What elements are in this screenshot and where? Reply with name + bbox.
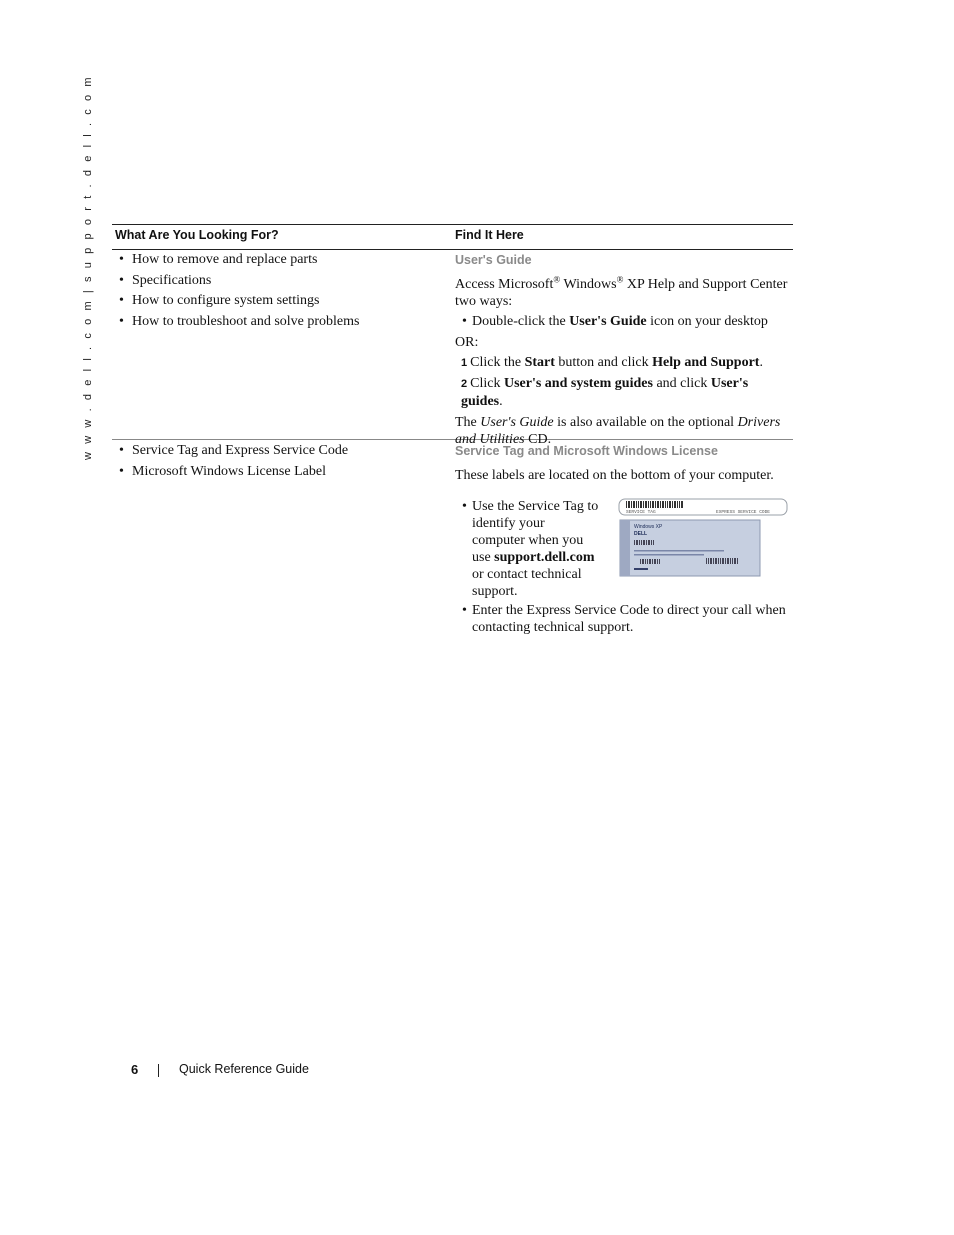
table-row xyxy=(112,250,793,447)
access-text: Access Microsoft® Windows® XP Help and Support Center two ways: xyxy=(455,274,788,309)
section-title-users-guide: User's Guide xyxy=(455,253,532,267)
row2-right xyxy=(455,443,793,640)
page-number: 6 xyxy=(131,1062,139,1077)
svg-text:Windows XP: Windows XP xyxy=(634,524,663,530)
table-header xyxy=(112,225,793,249)
footer-title: Quick Reference Guide xyxy=(179,1062,309,1076)
list-item: • Double-click the User's Guide icon on your desktop xyxy=(455,313,793,330)
service-tag-label-image xyxy=(618,498,788,578)
svg-text:SERVICE TAG: SERVICE TAG xyxy=(626,510,656,515)
row2-left xyxy=(112,442,442,483)
list-item: • Specifications xyxy=(112,272,442,289)
table-row xyxy=(112,440,793,650)
steps-list xyxy=(455,354,793,410)
list-item: • How to troubleshoot and solve problems xyxy=(112,313,442,330)
row1-left xyxy=(112,251,442,333)
svg-text:EXPRESS SERVICE CODE: EXPRESS SERVICE CODE xyxy=(716,510,771,515)
row1-right xyxy=(455,252,793,448)
labels-intro: These labels are located on the bottom of your computer. xyxy=(455,468,774,483)
header-looking-for: What Are You Looking For? xyxy=(115,228,279,242)
header-find-it: Find It Here xyxy=(455,228,524,242)
section-title-service-tag: Service Tag and Microsoft Windows License xyxy=(455,444,718,458)
sidebar-url: w w w . d e l l . c o m | s u p p o r t . d e l l . c o m xyxy=(82,74,94,460)
info-table xyxy=(112,224,793,650)
list-item: • How to configure system settings xyxy=(112,292,442,309)
list-item: • How to remove and replace parts xyxy=(112,251,442,268)
service-tag-block xyxy=(455,498,793,602)
step-1: 1 Click the Start button and click Help and Support. xyxy=(461,354,763,370)
or-text: OR: xyxy=(455,334,479,350)
list-item: • Service Tag and Express Service Code xyxy=(112,442,442,459)
svg-text:DELL: DELL xyxy=(634,531,648,537)
footer-separator xyxy=(158,1064,159,1077)
list-item: • Use the Service Tag to identify your computer when you use support.dell.com or contact technical support. xyxy=(455,498,600,600)
page-footer xyxy=(0,1062,954,1080)
note-text: The User's Guide is also available on the optional Drivers and Utilities CD. xyxy=(455,414,781,447)
step-2: 2 Click User's and system guides and click User's guides. xyxy=(461,375,749,409)
list-item: • Microsoft Windows License Label xyxy=(112,463,442,480)
list-item: • Enter the Express Service Code to direct your call when contacting technical support. xyxy=(455,602,793,636)
